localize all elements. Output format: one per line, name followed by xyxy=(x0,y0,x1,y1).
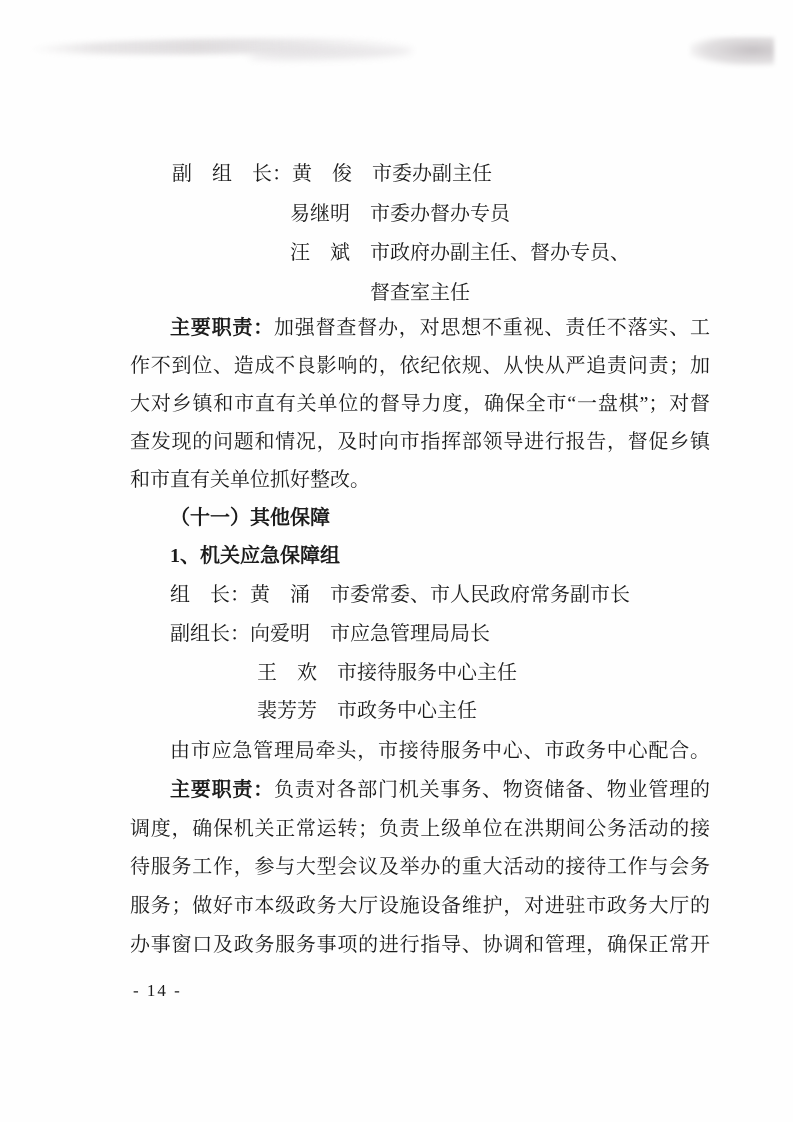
duties-support-text-1: 负责对各部门机关事务、物资储备、物业管理的 xyxy=(274,779,710,801)
deputy-leader-row-2: 易继明 市委办督办专员 xyxy=(290,203,510,225)
duties-supervision-line-1 xyxy=(130,318,710,338)
duties-support-line-3: 待服务工作，参与大型会议及举办的重大活动的接待工作与会务 xyxy=(130,856,710,878)
page-number: - 14 - xyxy=(133,981,182,1000)
duties-supervision-label: 主要职责： xyxy=(170,317,274,339)
document-content xyxy=(130,0,710,1122)
section-heading-other-support: （十一）其他保障 xyxy=(170,507,330,529)
support-group-row-4: 裴芳芳 市政务中心主任 xyxy=(257,700,477,722)
duties-support-line-2: 调度，确保机关正常运转；负责上级单位在洪期间公务活动的接 xyxy=(130,818,710,840)
duties-supervision-line-2: 作不到位、造成不良影响的，依纪依规、从快从严追责问责；加 xyxy=(130,355,710,377)
duties-supervision-text-1: 加强督查督办，对思想不重视、责任不落实、工 xyxy=(274,317,710,339)
duties-supervision-line-3: 大对乡镇和市直有关单位的督导力度，确保全市“一盘棋”；对督 xyxy=(130,393,710,415)
deputy-leader-row-1: 副 组 长：黄 俊 市委办副主任 xyxy=(172,163,492,185)
support-group-row-2: 副组长：向爱明 市应急管理局局长 xyxy=(170,623,490,645)
subsection-heading-emergency-group: 1、机关应急保障组 xyxy=(170,545,340,567)
deputy-leader-row-4: 督查室主任 xyxy=(370,282,470,304)
deputy-leader-row-3: 汪 斌 市政府办副主任、督办专员、 xyxy=(290,242,630,264)
duties-support-line-1 xyxy=(130,780,710,800)
duties-support-line-4: 服务；做好市本级政务大厅设施设备维护，对进驻市政务大厅的 xyxy=(130,895,710,917)
duties-support-label: 主要职责： xyxy=(170,779,274,801)
lead-sentence: 由市应急管理局牵头，市接待服务中心、市政务中心配合。 xyxy=(170,740,710,762)
support-group-row-1: 组 长：黄 涌 市委常委、市人民政府常务副市长 xyxy=(170,584,630,606)
support-group-row-3: 王 欢 市接待服务中心主任 xyxy=(257,662,517,684)
duties-support-line-5: 办事窗口及政务服务事项的进行指导、协调和管理，确保正常开 xyxy=(130,934,710,956)
duties-supervision-line-4: 查发现的问题和情况，及时向市指挥部领导进行报告，督促乡镇 xyxy=(130,431,710,453)
duties-supervision-line-5: 和市直有关单位抓好整改。 xyxy=(130,469,370,491)
